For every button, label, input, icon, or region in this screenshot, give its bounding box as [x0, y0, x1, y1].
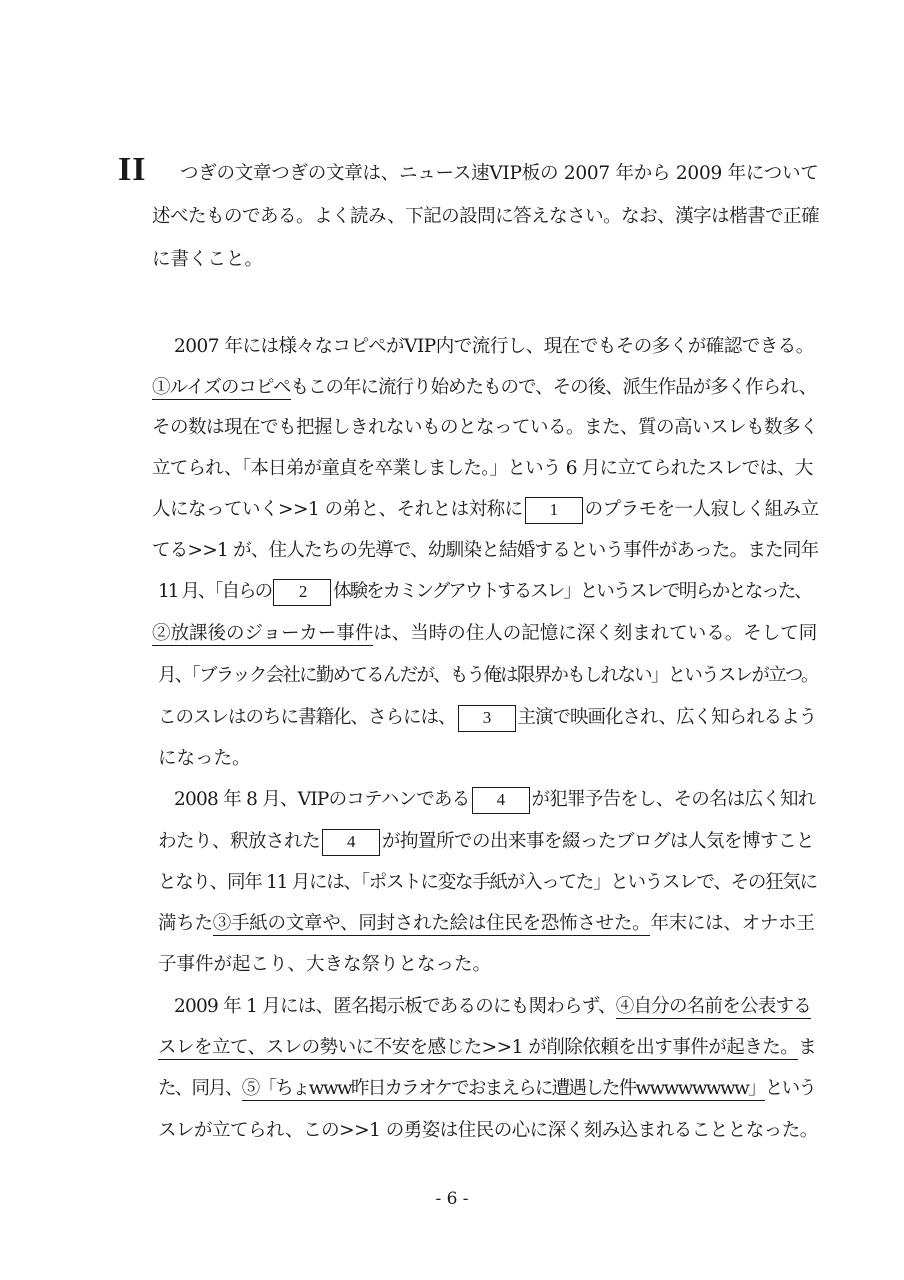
p1-line-5: [152, 496, 819, 526]
p2-line-1-text-a: 2008 年 8 月、VIPのコテハンである: [174, 789, 470, 810]
underlined-passage-2: ②放課後のジョーカー事件: [152, 623, 374, 644]
p2-line-4-text-a: 満ちた: [158, 913, 213, 934]
underlined-passage-1: ①ルイズのコピペ: [152, 377, 291, 398]
p1-line-2: [152, 374, 816, 404]
p3-line-3-text-a: た、同月、: [158, 1078, 242, 1099]
answer-box-3[interactable]: 3: [458, 705, 516, 732]
p1-line-1: 2007 年には様々なコピペがVIP内で流行し、現在でもその多くが確認できる。: [174, 336, 814, 357]
p2-line-1: [174, 786, 816, 816]
p2-line-4: [158, 910, 815, 940]
p1-line-9: 月、「ブラック会社に勤めてるんだが、もう俺は限界かもしれない」というスレが立つ。: [158, 665, 818, 686]
p3-line-3-text-b: という: [764, 1078, 816, 1099]
p2-line-2: [158, 828, 814, 858]
p3-line-1: [174, 993, 811, 1023]
underlined-passage-4b: スレを立て、スレの勢いに不安を感じた>>1 が削除依頼を出す事件が起きた。: [158, 1037, 799, 1058]
answer-box-1[interactable]: 1: [525, 497, 583, 524]
p3-line-4: スレが立てられ、この>>1 の勇姿は住民の心に深く刻み込まれることとなった。: [158, 1120, 818, 1141]
section-number: II: [118, 151, 147, 188]
intro-line-1: つぎの文章つぎの文章は、ニュース速VIP板の 2007 年から 2009 年について: [180, 163, 819, 184]
p1-line-10: [158, 704, 816, 734]
p1-line-7: [158, 578, 811, 608]
p2-line-2-text-b: が拘置所での出来事を綴ったブログは人気を博すこと: [382, 831, 815, 852]
p1-line-2-text: もこの年に流行り始めたもので、その後、派生作品が多く作られ、: [290, 377, 817, 398]
underlined-passage-4a: ④自分の名前を公表する: [615, 996, 812, 1017]
answer-box-4a[interactable]: 4: [472, 787, 530, 814]
p1-line-4: 立てられ、「本日弟が童貞を卒業しました。」という 6 月に立てられたスレでは、大: [152, 458, 813, 479]
p1-line-6: てる>>1 が、住人たちの先導で、幼馴染と結婚するという事件があった。また同年: [152, 540, 819, 561]
answer-box-4b[interactable]: 4: [322, 829, 380, 856]
p1-line-3: その数は現在でも把握しきれないものとなっている。また、質の高いスレも数多く: [152, 417, 819, 438]
underlined-passage-5: ⑤「ちょwww昨日カラオケでおまえらに遭遇した件wwwwwwww」: [241, 1078, 765, 1099]
p1-line-8-text: は、当時の住人の記憶に深く刻まれている。そして同: [373, 623, 818, 644]
p1-line-11: になった。: [158, 748, 251, 769]
p1-line-10-text-a: このスレはのちに書籍化、さらには、: [158, 707, 456, 728]
p3-line-2: [158, 1034, 816, 1064]
p2-line-5: 子事件が起こり、大きな祭りとなった。: [158, 954, 492, 975]
p2-line-2-text-a: わたり、釈放された: [158, 831, 321, 852]
p1-line-5-text-a: 人になっていく>>1 の弟と、それとは対称に: [152, 499, 523, 520]
p2-line-3: となり、同年 11 月には、「ポストに変な手紙が入ってた」というスレで、その狂気に: [158, 872, 817, 893]
p1-line-5-text-b: のプラモを一人寂しく組み立: [584, 499, 819, 520]
underlined-passage-3: ③手紙の文章や、同封された絵は住民を恐怖させた。: [212, 913, 651, 934]
p1-line-7-text-a: 11 月、「自らの: [158, 581, 272, 602]
p2-line-4-text-b: 年末には、オナホ王: [650, 913, 815, 934]
p1-line-7-text-b: 体験をカミングアウトするスレ」というスレで明らかとなった、: [333, 581, 811, 602]
page-number: - 6 -: [435, 1189, 469, 1209]
p1-line-10-text-b: 主演で映画化され、広く知られるよう: [517, 707, 817, 728]
p3-line-2-text-b: ま: [798, 1037, 817, 1058]
intro-line-2: 述べたものである。よく読み、下記の設問に答えなさい。なお、漢字は楷書で正確: [152, 206, 820, 227]
intro-line-3: に書くこと。: [152, 249, 264, 270]
p3-line-1-text-a: 2009 年 1 月には、匿名掲示板であるのにも関わらず、: [174, 996, 616, 1017]
p2-line-1-text-b: が犯罪予告をし、その名は広く知れ: [531, 789, 816, 810]
p1-line-8: [152, 620, 817, 650]
answer-box-2[interactable]: 2: [273, 579, 331, 606]
p3-line-3: [158, 1075, 815, 1105]
